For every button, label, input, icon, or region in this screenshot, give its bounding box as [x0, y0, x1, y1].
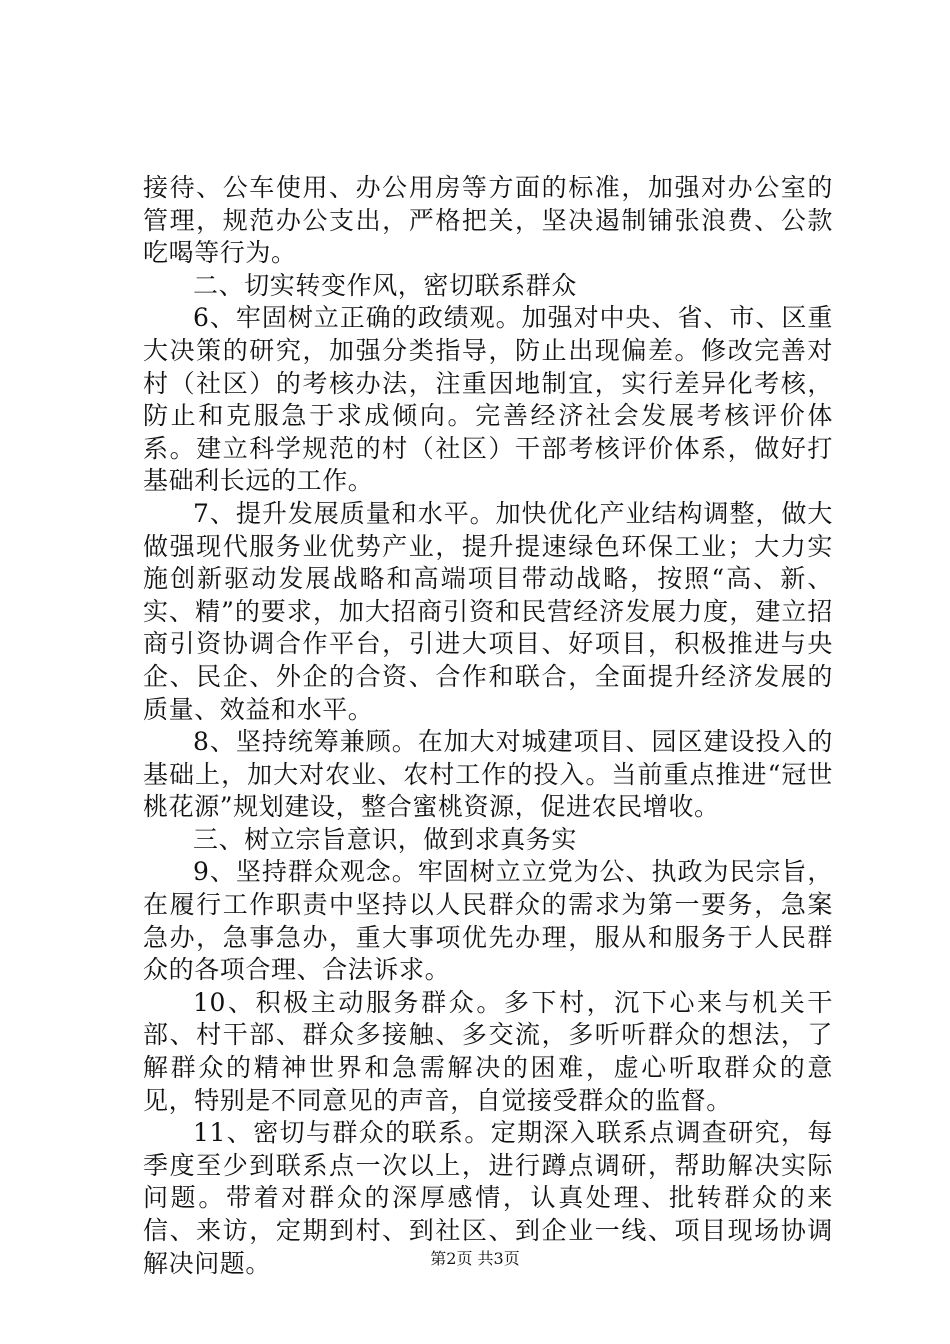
section-heading-3: 三、树立宗旨意识，做到求真务实 — [193, 824, 578, 854]
paragraph-item-10: 10、积极主动服务群众。多下村，沉下心来与机关干部、村干部、群众多接触、多交流，多听听群众的想法，了解群众的精神世界和急需解决的困难，虚心听取群众的意见，特别是不同意见的声音，自觉接受群众的监督。 — [143, 987, 833, 1115]
paragraph-item-8: 8、坚持统筹兼顾。在加大对城建项目、园区建设投入的基础上，加大对农业、农村工作的投入。当前重点推进“冠世桃花源”规划建设，整合蜜桃资源，促进农民增收。 — [143, 727, 833, 822]
section-heading-2: 二、切实转变作风，密切联系群众 — [193, 270, 578, 300]
continuation-paragraph: 接待、公车使用、办公用房等方面的标准，加强对办公室的管理，规范办公支出，严格把关，坚决遏制铺张浪费、公款吃喝等行为。 — [143, 173, 833, 268]
page-number-footer: 第2页 共3页 — [430, 1249, 520, 1268]
paragraph-item-7: 7、提升发展质量和水平。加快优化产业结构调整，做大做强现代服务业优势产业，提升提速绿色环保工业；大力实施创新驱动发展战略和高端项目带动战略，按照“高、新、实、精”的要求，加大招商引资和民营经济发展力度，建立招商引资协调合作平台，引进大项目、好项目，积极推进与央企、民企、外企的合资、合作和联合，全面提升经济发展的质量、效益和水平。 — [143, 498, 833, 724]
paragraph-item-11: 11、密切与群众的联系。定期深入联系点调查研究，每季度至少到联系点一次以上，进行蹲点调研，帮助解决实际问题。带着对群众的深厚感情，认真处理、批转群众的来信、来访，定期到村、到社区、到企业一线、项目现场协调解决问题。 — [143, 1118, 833, 1278]
paragraph-item-9: 9、坚持群众观念。牢固树立立党为公、执政为民宗旨，在履行工作职责中坚持以人民群众的需求为第一要务，急案急办，急事急办，重大事项优先办理，服从和服务于人民群众的各项合理、合法诉求。 — [143, 857, 833, 985]
document-body — [143, 172, 833, 1280]
paragraph-item-6: 6、牢固树立正确的政绩观。加强对中央、省、市、区重大决策的研究，加强分类指导，防止出现偏差。修改完善对村（社区）的考核办法，注重因地制宜，实行差异化考核，防止和克服急于求成倾向。完善经济社会发展考核评价体系。建立科学规范的村（社区）干部考核评价体系，做好打基础利长远的工作。 — [143, 303, 833, 496]
